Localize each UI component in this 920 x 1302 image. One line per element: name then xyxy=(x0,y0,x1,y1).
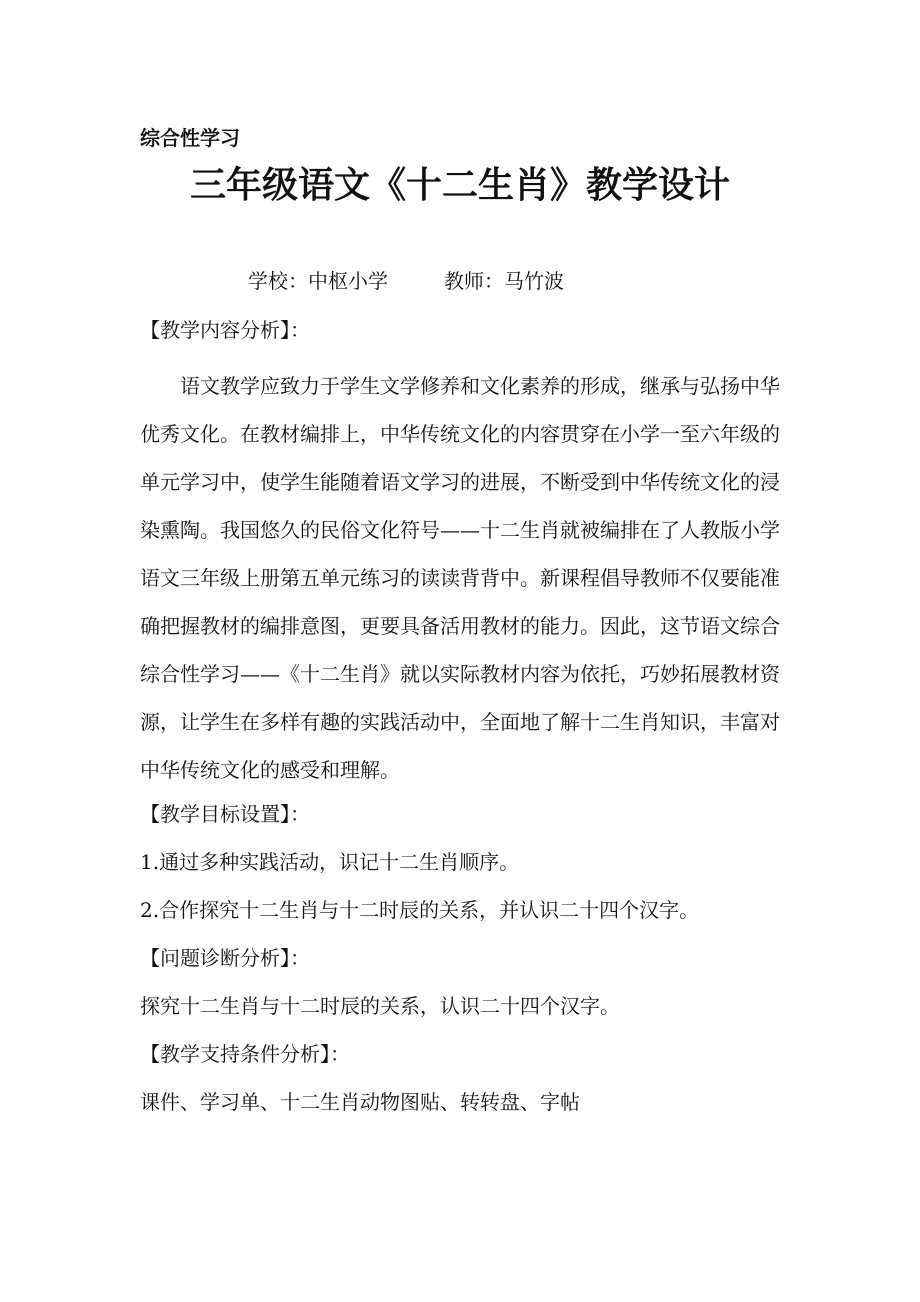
goal-item-1: 1.通过多种实践活动，识记十二生肖顺序。 xyxy=(140,850,520,874)
diagnosis-text: 探究十二生肖与十二时辰的关系，认识二十四个汉字。 xyxy=(140,994,620,1018)
document-title: 三年级语文《十二生肖》教学设计 xyxy=(189,165,730,206)
section-heading-goals: 【教学目标设置】： xyxy=(140,802,310,826)
section-heading-diagnosis: 【问题诊断分析】： xyxy=(140,946,310,970)
goal-item-2: 2.合作探究十二生肖与十二时辰的关系，并认识二十四个汉字。 xyxy=(140,898,700,922)
content-analysis-paragraph: 语文教学应致力于学生文学修养和文化素养的形成，继承与弘扬中华优秀文化。在教材编排上，中华传统文化的内容贯穿在小学一至六年级的单元学习中，使学生能随着语文学习的进展，不断受到中华传统文化的浸染熏陶。我国悠久的民俗文化符号——十二生肖就被编排在了人教版小学语文三年级上册第五单元练习的读读背背中。新课程倡导教师不仅要能准确把握教材的编排意图，更要具备活用教材的能力。因此，这节语文综合综合性学习——《十二生肖》就以实际教材内容为依托，巧妙拓展教材资源，让学生在多样有趣的实践活动中，全面地了解十二生肖知识，丰富对中华传统文化的感受和理解。 xyxy=(140,374,780,782)
section-heading-support: 【教学支持条件分析】： xyxy=(140,1042,350,1066)
document-body xyxy=(140,314,780,1130)
section-heading-content-analysis: 【教学内容分析】： xyxy=(140,318,310,342)
author-info xyxy=(248,266,564,296)
support-text: 课件、学习单、十二生肖动物图贴、转转盘、字帖 xyxy=(140,1090,580,1114)
teacher-name: 教师：马竹波 xyxy=(444,269,564,293)
school-name: 学校：中枢小学 xyxy=(248,269,388,293)
category-label: 综合性学习 xyxy=(140,126,240,150)
